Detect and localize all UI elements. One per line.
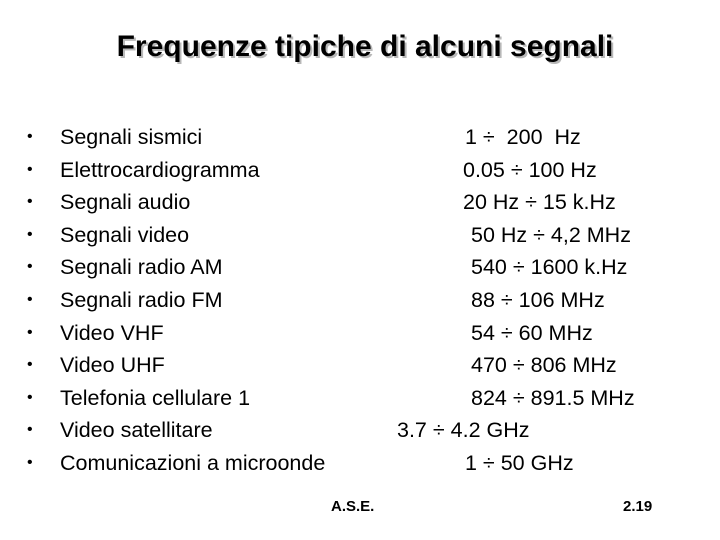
signal-label: Video satellitare — [60, 418, 213, 443]
frequency-value: 54 ÷ 60 MHz — [471, 320, 593, 345]
list-item — [0, 447, 720, 480]
bullet-icon: • — [27, 258, 33, 276]
list-item — [0, 349, 720, 382]
frequency-value: 0.05 ÷ 100 Hz — [463, 157, 597, 182]
frequency-value: 20 Hz ÷ 15 k.Hz — [463, 190, 616, 215]
frequency-list — [0, 121, 720, 480]
list-item — [0, 414, 720, 447]
frequency-value: 540 ÷ 1600 k.Hz — [471, 255, 628, 280]
bullet-icon: • — [27, 290, 33, 308]
list-item — [0, 154, 720, 187]
frequency-value: 88 ÷ 106 MHz — [471, 287, 605, 312]
signal-label: Video UHF — [60, 353, 165, 378]
footer-course-label: A.S.E. — [331, 498, 375, 515]
bullet-icon: • — [27, 225, 33, 243]
signal-label: Segnali sismici — [60, 125, 203, 149]
frequency-value: 1 ÷ 50 GHz — [465, 450, 574, 475]
signal-label: Segnali video — [60, 222, 190, 247]
frequency-value: 470 ÷ 806 MHz — [471, 353, 617, 378]
bullet-icon: • — [27, 421, 33, 439]
bullet-icon: • — [27, 128, 33, 145]
signal-label: Elettrocardiogramma — [60, 157, 260, 182]
list-item — [0, 186, 720, 219]
signal-label: Comunicazioni a microonde — [60, 450, 326, 475]
slide-number: 2.19 — [623, 498, 653, 515]
slide-title: Frequenze tipiche di alcuni segnali — [116, 30, 614, 63]
signal-label: Segnali radio AM — [60, 255, 223, 280]
list-item — [0, 317, 720, 350]
list-item — [0, 121, 720, 154]
bullet-icon: • — [27, 453, 33, 471]
bullet-icon: • — [27, 356, 33, 374]
bullet-icon: • — [27, 388, 33, 406]
list-item — [0, 219, 720, 252]
bullet-icon: • — [27, 323, 33, 341]
bullet-icon: • — [27, 160, 33, 178]
frequency-value: 1 ÷ 200 Hz — [465, 125, 581, 149]
frequency-value: 824 ÷ 891.5 MHz — [471, 385, 635, 410]
list-item — [0, 251, 720, 284]
frequency-value: 50 Hz ÷ 4,2 MHz — [471, 222, 631, 247]
bullet-icon: • — [27, 193, 33, 211]
signal-label: Segnali audio — [60, 190, 191, 215]
signal-label: Video VHF — [60, 320, 164, 345]
signal-label: Segnali radio FM — [60, 287, 223, 312]
signal-label: Telefonia cellulare 1 — [60, 385, 251, 410]
list-item — [0, 284, 720, 317]
list-item — [0, 382, 720, 415]
frequency-value: 3.7 ÷ 4.2 GHz — [397, 418, 530, 443]
